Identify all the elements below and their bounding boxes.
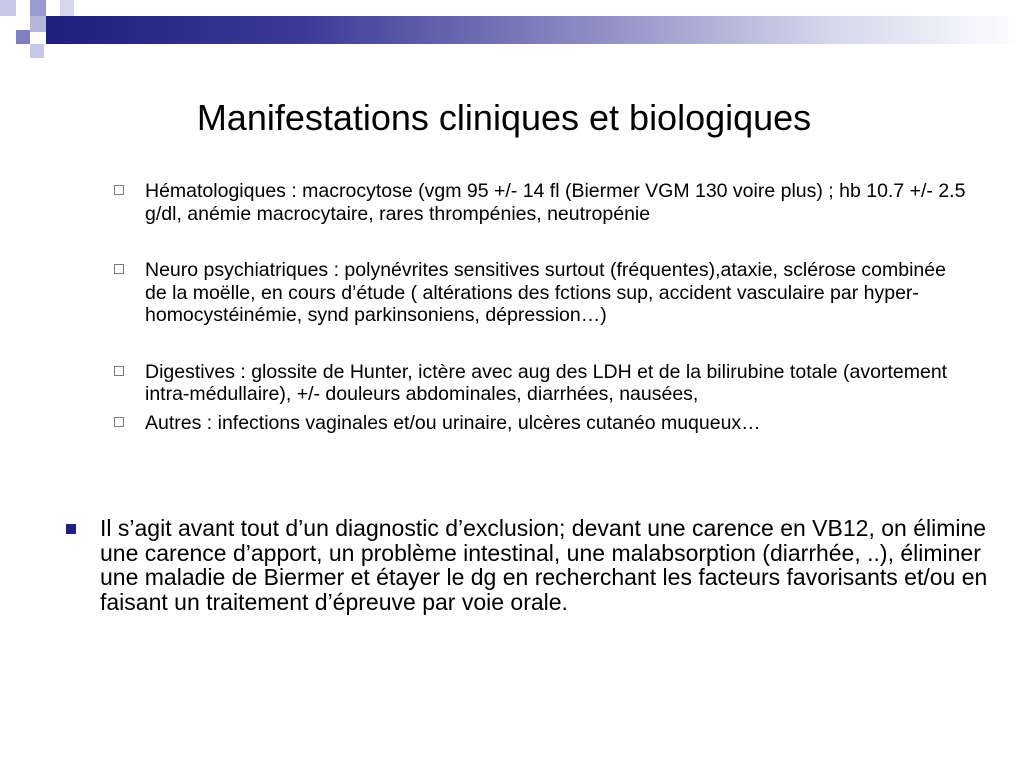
decor-square [16,16,30,30]
sub-bullet-text: Digestives : glossite de Hunter, ictère avec aug des LDH et de la bilirubine totale (avortement intra-médullaire), +/- douleurs abdominales, diarrhées, nausées, [145,360,948,405]
slide-title: Manifestations cliniques et biologiques [196,97,812,138]
hollow-square-bullet-icon [114,366,124,376]
sub-bullet-text: Neuro psychiatriques : polynévrites sensitives surtout (fréquentes),ataxie, sclérose combinée de la moëlle, en cours d’étude ( altérations des fctions sup, accident vasculaire par hyper-homocystéinémie, synd parkinsoniens, dépression…) [145,259,946,326]
decor-square [16,30,30,44]
sub-bullet-text: Autres : infections vaginales et/ou urinaire, ulcères cutanéo muqueux… [145,411,761,434]
filled-square-bullet-icon [66,524,76,534]
hollow-square-bullet-icon [114,264,124,274]
sub-bullet-item [110,412,970,435]
hollow-square-bullet-icon [114,417,124,427]
decor-square [60,0,74,16]
sub-bullet-item [110,361,970,406]
main-bullet-item [62,516,1020,614]
main-bullet-text: Il s’agit avant tout d’un diagnostic d’exclusion; devant une carence en VB12, on élimine une carence d’apport, un problème intestinal, une malabsorption (diarrhée, ..), éliminer une maladie de Biermer et étayer le dg en recherchant les facteurs favorisants et/ou en faisant un traitement d’épreuve par voie orale. [100,515,988,615]
decor-square [30,44,44,58]
decor-square [30,0,46,16]
decor-square [46,16,60,44]
decor-square [30,16,46,32]
header-gradient-bar [60,16,1024,44]
decor-square [0,0,16,16]
sub-bullet-list [110,180,970,434]
sub-bullet-text: Hématologiques : macrocytose (vgm 95 +/- 14 fl (Biermer VGM 130 voire plus) ; hb 10.7 +/- 2.5 g/dl, anémie macrocytaire, rares thrompénies, neutropénie [145,180,966,225]
hollow-square-bullet-icon [114,185,124,195]
sub-bullet-item [110,259,970,327]
sub-bullet-item [110,180,970,225]
